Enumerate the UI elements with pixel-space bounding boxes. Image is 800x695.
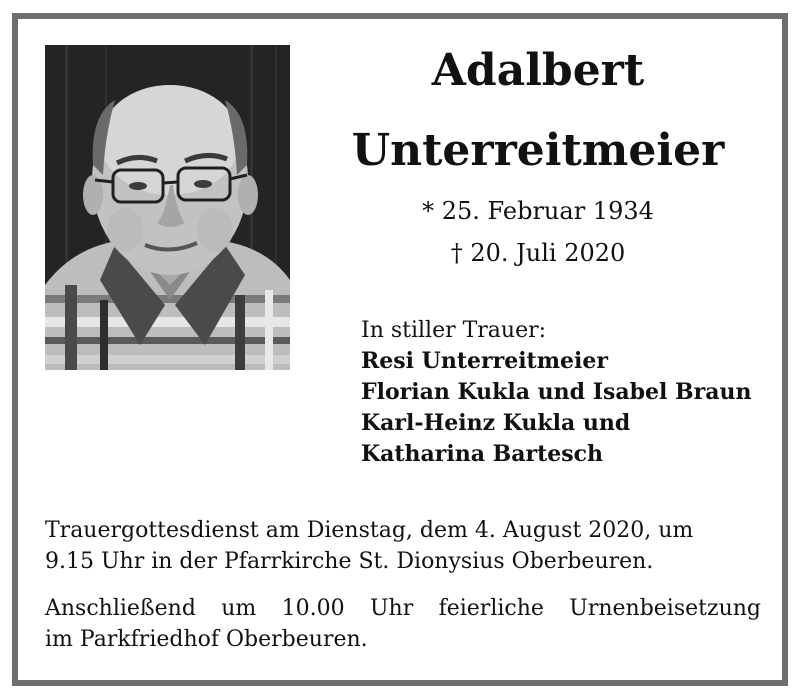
mourner-name: Karl-Heinz Kukla und [361,410,631,436]
mourner-name: Florian Kukla und Isabel Braun [361,379,752,405]
mourners-intro: In stiller Trauer: [361,318,547,343]
mourner-name: Resi Unterreitmeier [361,348,608,374]
mourners-block [361,315,751,470]
portrait-photo [45,45,290,370]
burial-paragraph [45,593,761,655]
burial-line: im Parkfriedhof Oberbeuren. [45,627,368,652]
deceased-first-name: Adalbert [431,45,645,96]
deceased-last-name: Unterreitmeier [351,125,725,176]
death-date: † 20. Juli 2020 [450,239,626,267]
service-paragraph [45,515,761,577]
burial-line: Anschließend um 10.00 Uhr feierliche Urnenbeisetzung [45,596,761,621]
mourner-name: Katharina Bartesch [361,441,604,467]
service-line: 9.15 Uhr in der Pfarrkirche St. Dionysius Oberbeuren. [45,549,654,574]
service-line: Trauergottesdienst am Dienstag, dem 4. August 2020, um [45,518,694,543]
obituary-frame [12,13,788,686]
birth-date: * 25. Februar 1934 [422,197,654,225]
